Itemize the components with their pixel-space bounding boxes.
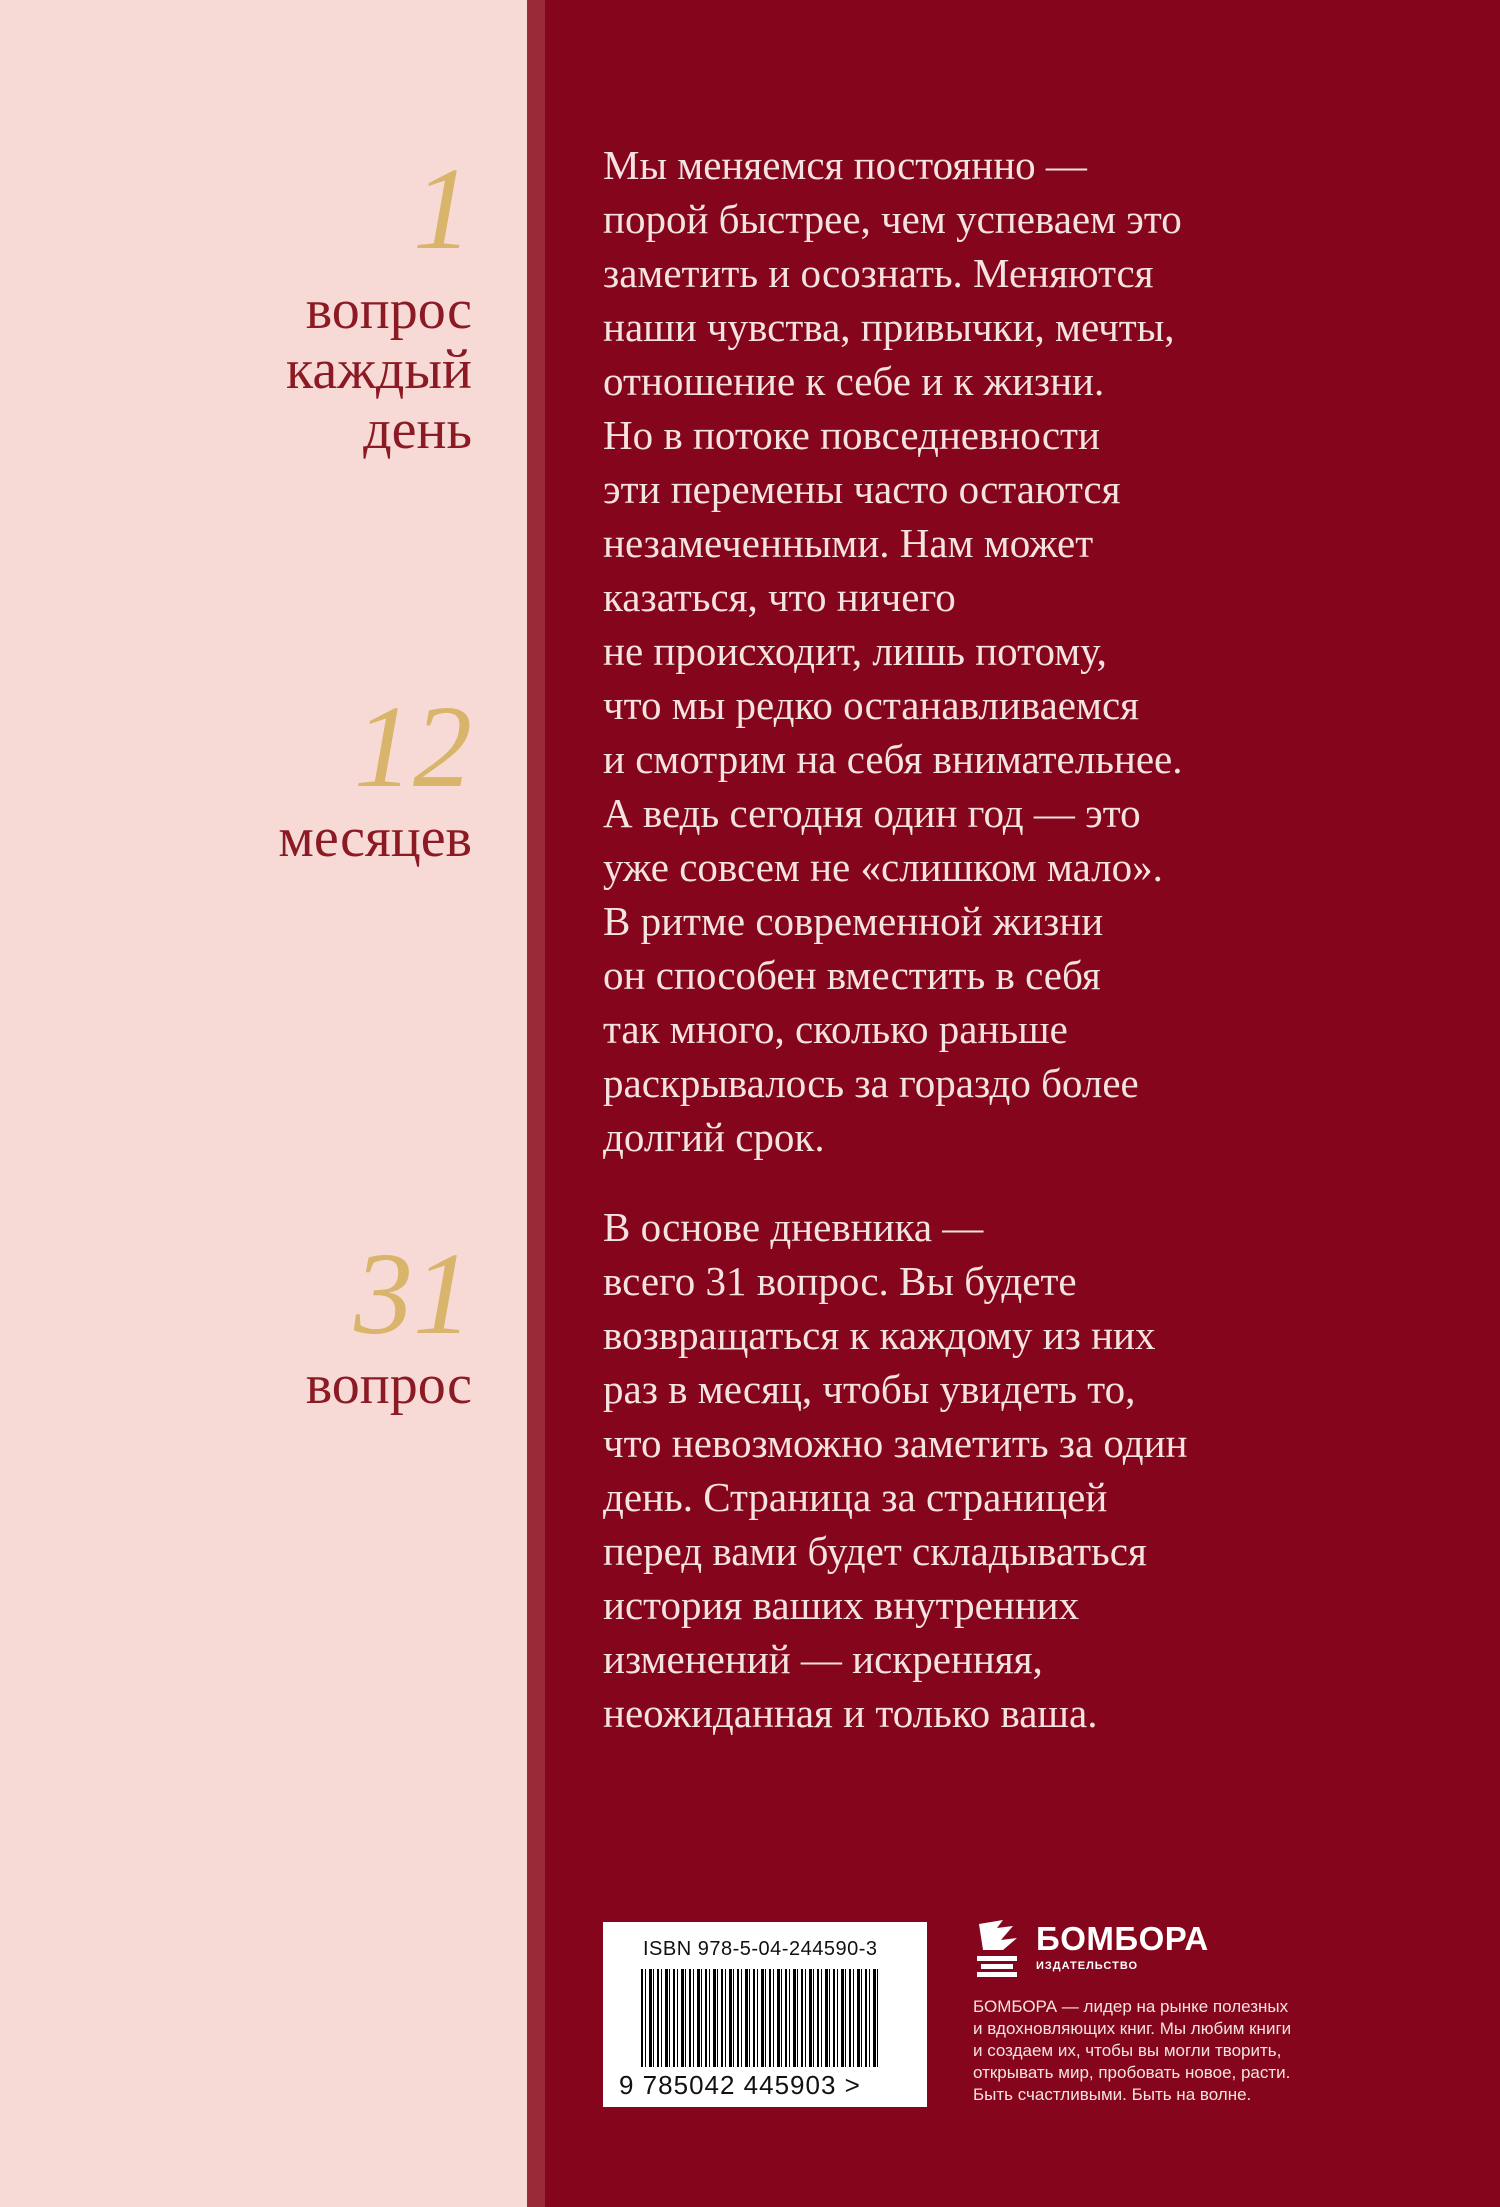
paragraph-line: возвращаться к каждому из них bbox=[603, 1312, 1156, 1358]
paragraph-line: перед вами будет складываться bbox=[603, 1528, 1147, 1574]
description-paragraph-1 bbox=[603, 138, 1343, 1164]
spine-strip bbox=[527, 0, 545, 2207]
paragraph-line: неожиданная и только ваша. bbox=[603, 1690, 1098, 1736]
paragraph-line: и смотрим на себя внимательнее. bbox=[603, 736, 1183, 782]
publisher-bird-icon bbox=[973, 1916, 1031, 1978]
paragraph-line: так много, сколько раньше bbox=[603, 1006, 1068, 1052]
barcode-digits: 9 785042 445903 > bbox=[619, 2070, 861, 2100]
description-paragraph-2 bbox=[603, 1200, 1343, 1740]
stat-label: месяцев bbox=[278, 807, 472, 869]
paragraph-line: В основе дневника — bbox=[603, 1204, 984, 1250]
stat-number: 12 bbox=[354, 681, 472, 812]
paragraph-line: уже совсем не «слишком мало». bbox=[603, 844, 1163, 890]
stat-number: 1 bbox=[413, 143, 472, 274]
paragraph-line: Мы меняемся постоянно — bbox=[603, 142, 1087, 188]
publisher-blurb: БОМБОРА — лидер на рынке полезных и вдохновляющих книг. Мы любим книги и создаем их, чтобы вы могли творить, открывать мир, пробовать новое, расти. Быть счастливыми. Быть на волне. bbox=[973, 1997, 1292, 2104]
paragraph-line: долгий срок. bbox=[603, 1114, 825, 1160]
paragraph-line: эти перемены часто остаются bbox=[603, 466, 1121, 512]
paragraph-line: незамеченными. Нам может bbox=[603, 520, 1094, 566]
stat-number: 31 bbox=[354, 1228, 472, 1359]
publisher-name: БОМБОРА bbox=[1036, 1920, 1209, 1957]
paragraph-line: раскрывалось за гораздо более bbox=[603, 1060, 1139, 1106]
stat-twelve-months bbox=[278, 681, 472, 869]
paragraph-line: история ваших внутренних bbox=[603, 1582, 1080, 1628]
barcode-block bbox=[603, 1922, 927, 2107]
paragraph-line: что мы редко останавливаемся bbox=[603, 682, 1140, 728]
paragraph-line: день. Страница за страницей bbox=[603, 1474, 1108, 1520]
paragraph-line: не происходит, лишь потому, bbox=[603, 628, 1107, 674]
paragraph-line: заметить и осознать. Меняются bbox=[603, 250, 1154, 296]
paragraph-line: Но в потоке повседневности bbox=[603, 412, 1100, 458]
stat-one-question bbox=[286, 143, 472, 461]
stat-thirty-one-questions bbox=[305, 1228, 472, 1416]
paragraph-line: всего 31 вопрос. Вы будете bbox=[603, 1258, 1077, 1304]
stat-label: вопрос каждый день bbox=[286, 279, 472, 461]
paragraph-line: порой быстрее, чем успеваем это bbox=[603, 196, 1182, 242]
paragraph-line: А ведь сегодня один год — это bbox=[603, 790, 1141, 836]
paragraph-line: наши чувства, привычки, мечты, bbox=[603, 304, 1175, 350]
paragraph-line: изменений — искренняя, bbox=[603, 1636, 1043, 1682]
paragraph-line: казаться, что ничего bbox=[603, 574, 956, 620]
publisher-subtitle: ИЗДАТЕЛЬСТВО bbox=[1036, 1960, 1139, 1972]
barcode-bars bbox=[641, 1969, 881, 2067]
isbn-text: ISBN 978-5-04-244590-3 bbox=[643, 1938, 878, 1960]
stat-label: вопрос bbox=[305, 1354, 472, 1416]
paragraph-line: раз в месяц, чтобы увидеть то, bbox=[603, 1366, 1136, 1412]
paragraph-line: что невозможно заметить за один bbox=[603, 1420, 1188, 1466]
paragraph-line: он способен вместить в себя bbox=[603, 952, 1101, 998]
paragraph-line: В ритме современной жизни bbox=[603, 898, 1104, 944]
paragraph-line: отношение к себе и к жизни. bbox=[603, 358, 1105, 404]
publisher-logo bbox=[973, 1916, 1213, 1978]
